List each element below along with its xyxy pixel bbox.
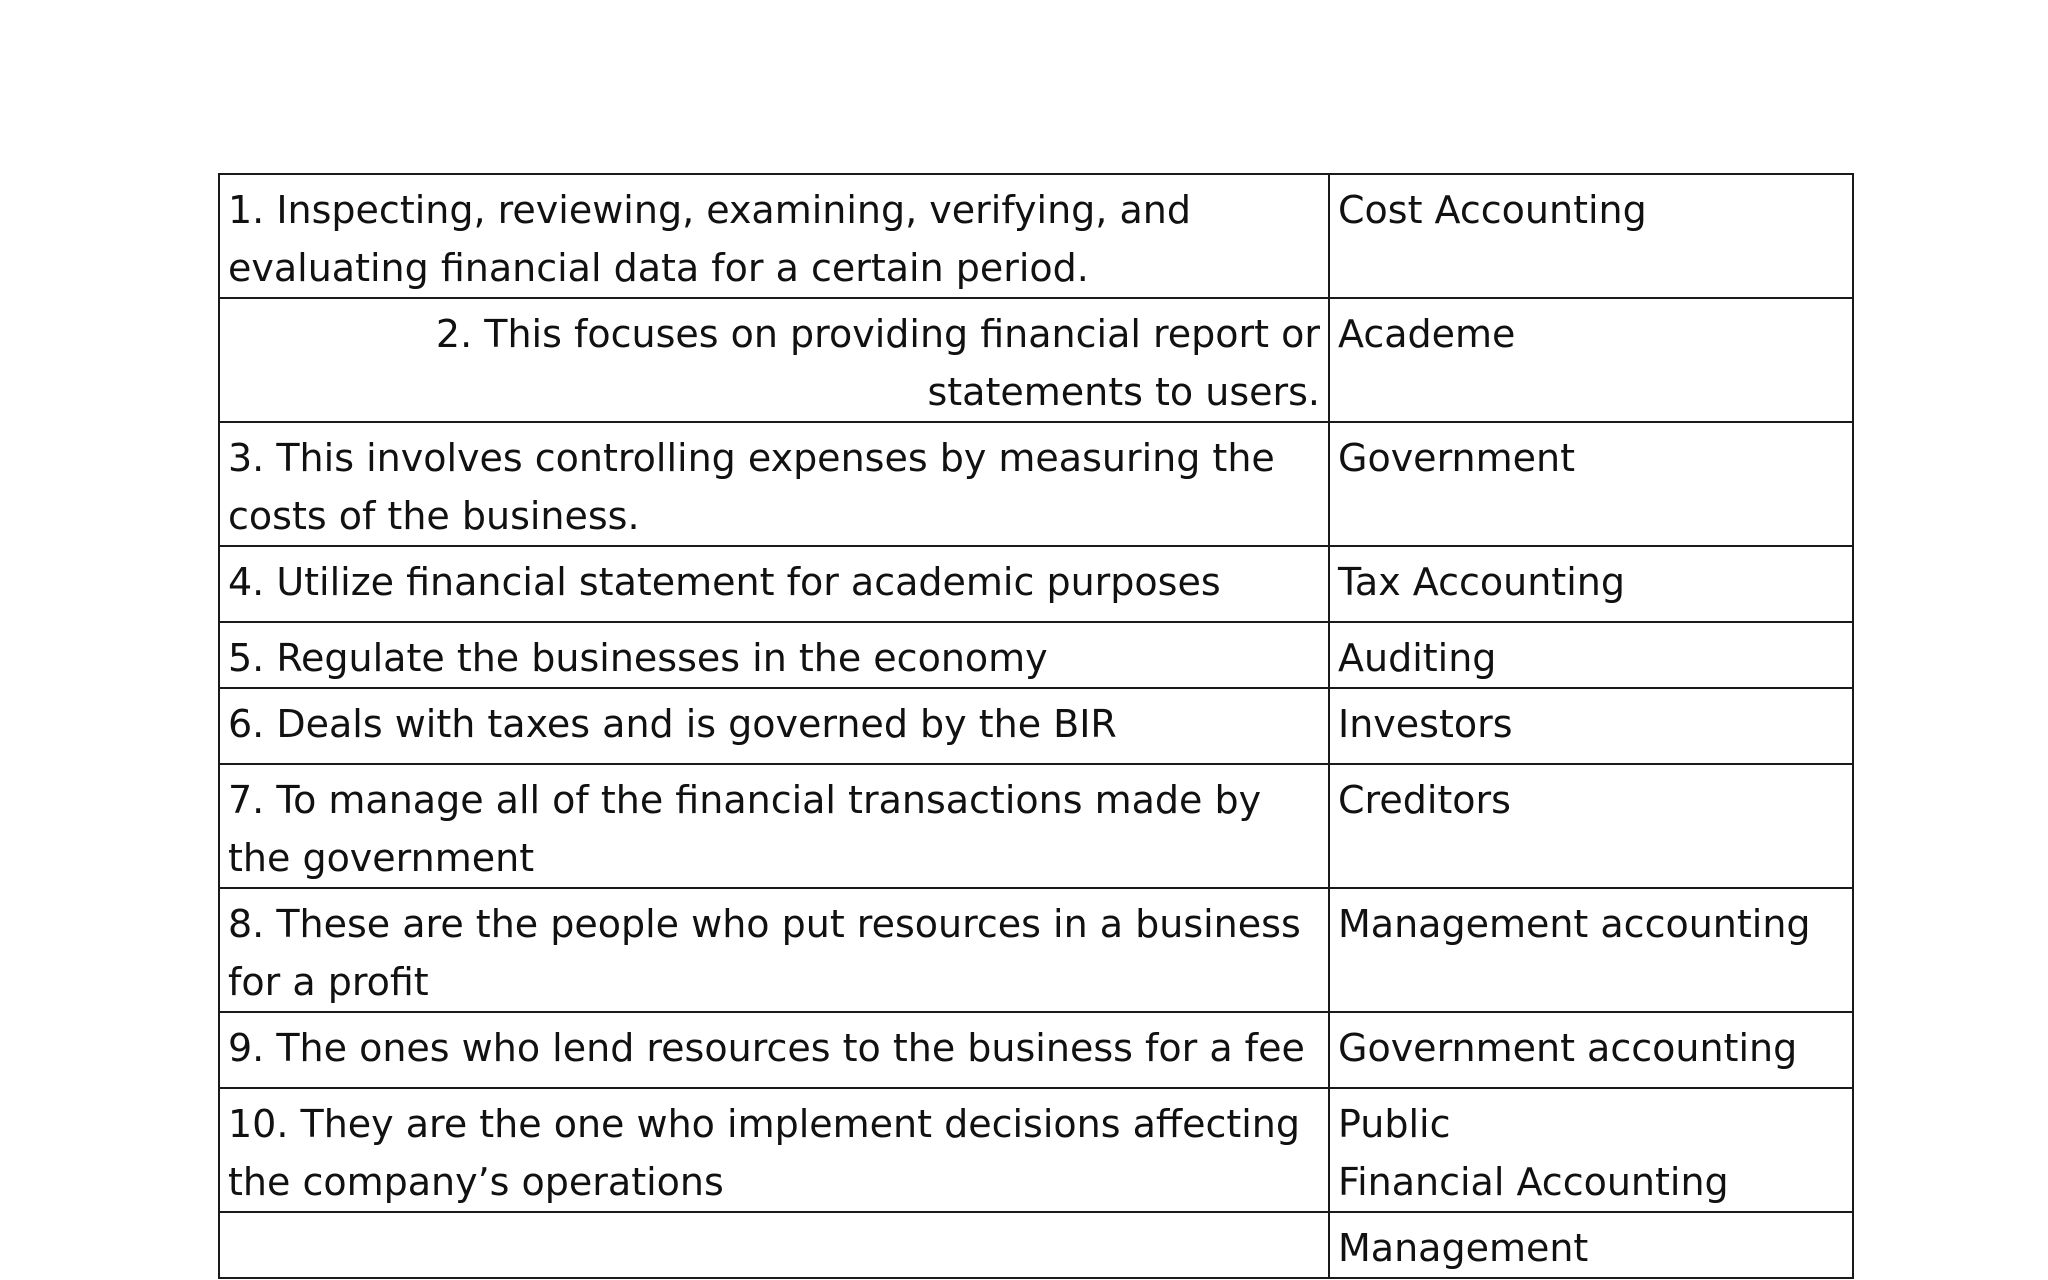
description-cell: 10. They are the one who implement decisions affecting the company’s operations [219,1088,1329,1212]
table-row [219,1088,1853,1212]
term-line: Public [1338,1102,1451,1146]
term-cell: Management accounting [1329,888,1853,1012]
term-line: Financial Accounting [1338,1160,1729,1204]
term-cell: Management [1329,1212,1853,1278]
description-cell: 6. Deals with taxes and is governed by the BIR [219,688,1329,764]
description-cell: 5. Regulate the businesses in the economy [219,622,1329,688]
description-cell: 2. This focuses on providing financial report or statements to users. [219,298,1329,422]
description-cell: 8. These are the people who put resources in a business for a profit [219,888,1329,1012]
description-cell: 9. The ones who lend resources to the business for a fee [219,1012,1329,1088]
term-cell [1329,1088,1853,1212]
description-cell: 7. To manage all of the financial transactions made by the government [219,764,1329,888]
table-row [219,888,1853,1012]
term-cell: Creditors [1329,764,1853,888]
table-row [219,298,1853,422]
table-row [219,764,1853,888]
table-row [219,422,1853,546]
term-cell: Tax Accounting [1329,546,1853,622]
table-row [219,546,1853,622]
table-row [219,1212,1853,1278]
table-row [219,174,1853,298]
description-cell: 1. Inspecting, reviewing, examining, verifying, and evaluating financial data for a certain period. [219,174,1329,298]
description-cell [219,1212,1329,1278]
term-cell: Government [1329,422,1853,546]
term-cell: Academe [1329,298,1853,422]
term-cell: Auditing [1329,622,1853,688]
table-row [219,688,1853,764]
term-cell: Cost Accounting [1329,174,1853,298]
term-cell: Government accounting [1329,1012,1853,1088]
term-cell: Investors [1329,688,1853,764]
matching-type-table [218,173,1854,1279]
description-cell: 3. This involves controlling expenses by measuring the costs of the business. [219,422,1329,546]
table-row [219,622,1853,688]
description-cell: 4. Utilize financial statement for academic purposes [219,546,1329,622]
table-row [219,1012,1853,1088]
